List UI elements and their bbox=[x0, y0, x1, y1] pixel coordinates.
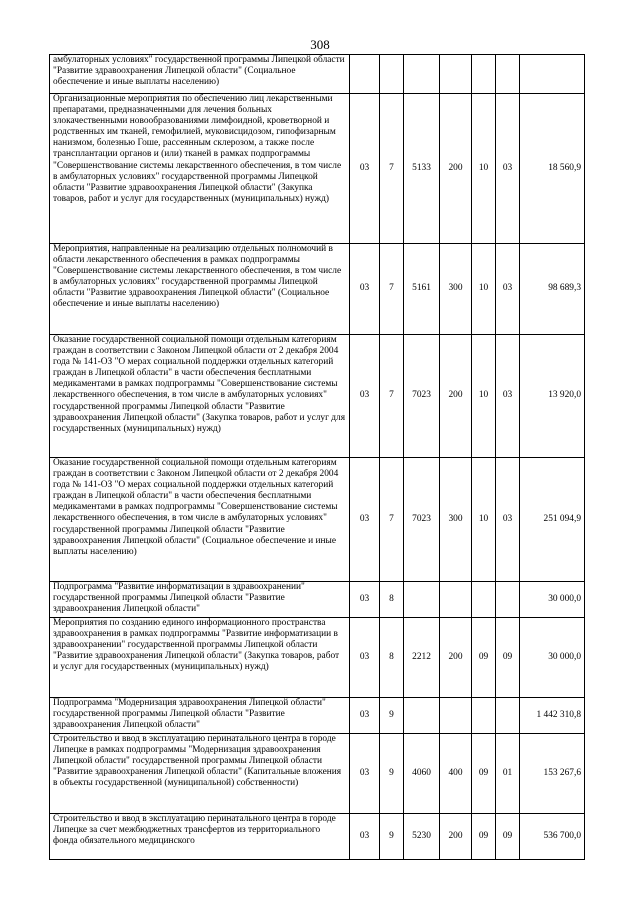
code-cell: 03 bbox=[350, 618, 380, 698]
code-cell: 09 bbox=[496, 814, 520, 860]
code-cell: 8 bbox=[380, 582, 404, 618]
amount-cell: 30 000,0 bbox=[520, 582, 585, 618]
code-cell bbox=[496, 55, 520, 94]
code-cell: 300 bbox=[440, 458, 472, 582]
row-description: Мероприятия, направленные на реализацию отдельных полномочий в области лекарственного обеспечения в рамках подпрограммы "Совершенствование системы лекарственного обеспечения, в том числе в амбулаторных условиях" государственной программы Липецкой области "Развитие здравоохранения Липецкой области" (Социальное обеспечение и иные выплаты населению) bbox=[50, 244, 350, 335]
code-cell: 9 bbox=[380, 734, 404, 814]
code-cell: 03 bbox=[350, 244, 380, 335]
code-cell: 03 bbox=[350, 458, 380, 582]
row-description: Организационные мероприятия по обеспечению лиц лекарственными препаратами, предназначенными для лечения больных злокачественными новообразованиями лимфоидной, кроветворной и родственных им тканей, гемофилией, муковисцидозом, гипофизарным нанизмом, болезнью Гоше, рассеянным склерозом, а также после трансплантации органов и (или) тканей в рамках подпрограммы "Совершенствование системы лекарственного обеспечения, в том числе в амбулаторных условиях" государственной программы Липецкой области "Развитие здравоохранения Липецкой области" (Закупка товаров, работ и услуг для государственных (муниципальных) нужд) bbox=[50, 94, 350, 244]
code-cell: 5133 bbox=[404, 94, 440, 244]
code-cell: 01 bbox=[496, 734, 520, 814]
code-cell: 7 bbox=[380, 244, 404, 335]
amount-cell: 30 000,0 bbox=[520, 618, 585, 698]
budget-table bbox=[49, 54, 585, 860]
amount-cell bbox=[520, 55, 585, 94]
code-cell: 7 bbox=[380, 335, 404, 458]
code-cell: 200 bbox=[440, 335, 472, 458]
amount-cell: 536 700,0 bbox=[520, 814, 585, 860]
code-cell: 03 bbox=[350, 734, 380, 814]
code-cell: 4060 bbox=[404, 734, 440, 814]
row-description: Подпрограмма "Развитие информатизации в здравоохранении" государственной программы Липецкой области "Развитие здравоохранения Липецкой области" bbox=[50, 582, 350, 618]
code-cell: 03 bbox=[496, 94, 520, 244]
code-cell: 5230 bbox=[404, 814, 440, 860]
row-description: Оказание государственной социальной помощи отдельным категориям граждан в соответствии с Законом Липецкой области от 2 декабря 2004 года № 141-ОЗ "О мерах социальной поддержки отдельных категорий граждан в Липецкой области" в части обеспечения бесплатными медикаментами в рамках подпрограммы "Совершенствование системы лекарственного обеспечения, в том числе в амбулаторных условиях" государственной программы Липецкой области "Развитие здравоохранения Липецкой области" (Социальное обеспечение и иные выплаты населению) bbox=[50, 458, 350, 582]
code-cell: 9 bbox=[380, 814, 404, 860]
code-cell bbox=[404, 55, 440, 94]
page-number: 308 bbox=[310, 37, 330, 52]
row-description: Оказание государственной социальной помощи отдельным категориям граждан в соответствии с Законом Липецкой области от 2 декабря 2004 года № 141-ОЗ "О мерах социальной поддержки отдельных категорий граждан в Липецкой области" в части обеспечения бесплатными медикаментами в рамках подпрограммы "Совершенствование системы лекарственного обеспечения, в том числе в амбулаторных условиях" государственной программы Липецкой области "Развитие здравоохранения Липецкой области" (Закупка товаров, работ и услуг для государственных (муниципальных) нужд) bbox=[50, 335, 350, 458]
code-cell: 10 bbox=[472, 335, 496, 458]
amount-cell: 251 094,9 bbox=[520, 458, 585, 582]
table-row bbox=[50, 94, 585, 244]
code-cell: 7023 bbox=[404, 335, 440, 458]
table-row bbox=[50, 734, 585, 814]
code-cell: 10 bbox=[472, 458, 496, 582]
table-row bbox=[50, 244, 585, 335]
table-row bbox=[50, 698, 585, 734]
code-cell: 8 bbox=[380, 618, 404, 698]
code-cell: 400 bbox=[440, 734, 472, 814]
code-cell: 03 bbox=[496, 244, 520, 335]
code-cell bbox=[404, 698, 440, 734]
code-cell bbox=[496, 698, 520, 734]
table-row bbox=[50, 582, 585, 618]
code-cell: 7 bbox=[380, 458, 404, 582]
row-description: амбулаторных условиях" государственной программы Липецкой области "Развитие здравоохранения Липецкой области" (Социальное обеспечение и иные выплаты населению) bbox=[50, 55, 350, 94]
code-cell: 7 bbox=[380, 94, 404, 244]
code-cell: 09 bbox=[496, 618, 520, 698]
code-cell: 5161 bbox=[404, 244, 440, 335]
amount-cell: 18 560,9 bbox=[520, 94, 585, 244]
code-cell: 03 bbox=[350, 94, 380, 244]
code-cell: 9 bbox=[380, 698, 404, 734]
code-cell: 09 bbox=[472, 814, 496, 860]
code-cell bbox=[496, 582, 520, 618]
code-cell: 200 bbox=[440, 814, 472, 860]
code-cell: 10 bbox=[472, 94, 496, 244]
code-cell bbox=[440, 582, 472, 618]
row-description: Строительство и ввод в эксплуатацию перинатального центра в городе Липецке в рамках подпрограммы "Модернизация здравоохранения Липецкой области" государственной программы Липецкой области "Развитие здравоохранения Липецкой области" (Капитальные вложения в объекты государственной (муниципальной) собственности) bbox=[50, 734, 350, 814]
code-cell bbox=[380, 55, 404, 94]
code-cell: 03 bbox=[496, 335, 520, 458]
code-cell: 03 bbox=[350, 814, 380, 860]
code-cell bbox=[440, 698, 472, 734]
code-cell: 03 bbox=[350, 698, 380, 734]
code-cell bbox=[472, 582, 496, 618]
table-row bbox=[50, 814, 585, 860]
table-row bbox=[50, 458, 585, 582]
code-cell bbox=[440, 55, 472, 94]
table-row bbox=[50, 335, 585, 458]
code-cell: 03 bbox=[350, 335, 380, 458]
code-cell: 7023 bbox=[404, 458, 440, 582]
code-cell: 10 bbox=[472, 244, 496, 335]
code-cell: 09 bbox=[472, 734, 496, 814]
amount-cell: 13 920,0 bbox=[520, 335, 585, 458]
row-description: Мероприятия по созданию единого информационного пространства здравоохранения в рамках подпрограммы "Развитие информатизации в здравоохранении" государственной программы Липецкой области "Развитие здравоохранения Липецкой области" (Закупка товаров, работ и услуг для государственных (муниципальных) нужд) bbox=[50, 618, 350, 698]
code-cell bbox=[472, 698, 496, 734]
code-cell: 200 bbox=[440, 618, 472, 698]
code-cell bbox=[404, 582, 440, 618]
code-cell bbox=[350, 55, 380, 94]
code-cell: 03 bbox=[496, 458, 520, 582]
code-cell: 2212 bbox=[404, 618, 440, 698]
code-cell: 300 bbox=[440, 244, 472, 335]
amount-cell: 1 442 310,8 bbox=[520, 698, 585, 734]
amount-cell: 153 267,6 bbox=[520, 734, 585, 814]
code-cell bbox=[472, 55, 496, 94]
code-cell: 03 bbox=[350, 582, 380, 618]
code-cell: 09 bbox=[472, 618, 496, 698]
table-row bbox=[50, 55, 585, 94]
row-description: Строительство и ввод в эксплуатацию перинатального центра в городе Липецке за счет межбюджетных трансфертов из территориального фонда обязательного медицинского bbox=[50, 814, 350, 860]
table-row bbox=[50, 618, 585, 698]
code-cell: 200 bbox=[440, 94, 472, 244]
amount-cell: 98 689,3 bbox=[520, 244, 585, 335]
row-description: Подпрограмма "Модернизация здравоохранения Липецкой области" государственной программы Липецкой области "Развитие здравоохранения Липецкой области" bbox=[50, 698, 350, 734]
